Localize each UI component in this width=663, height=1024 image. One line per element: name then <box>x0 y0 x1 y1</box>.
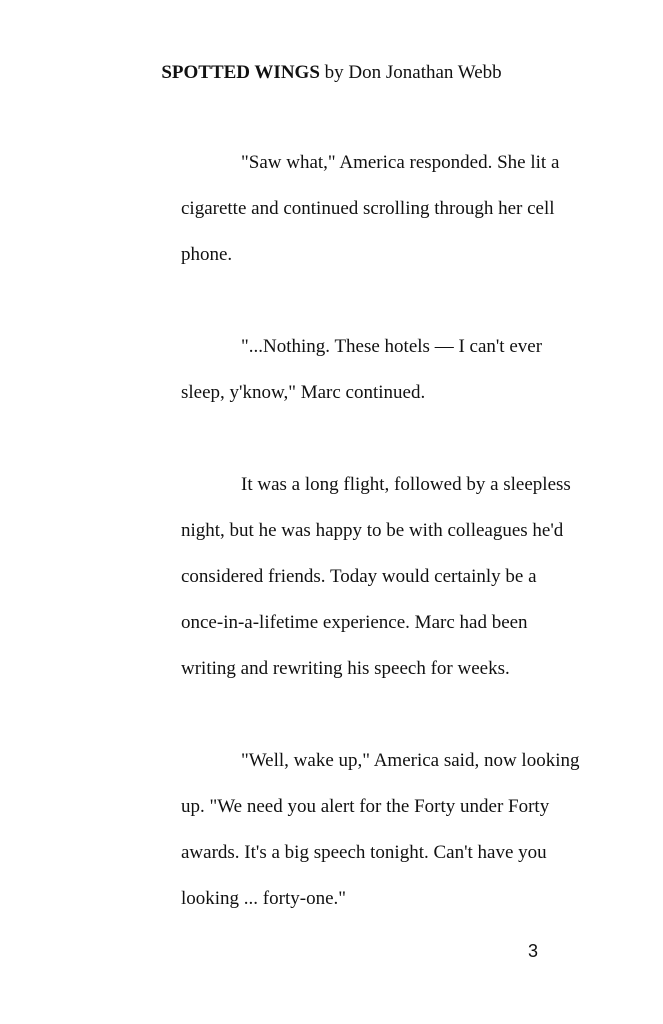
story-title: SPOTTED WINGS <box>161 62 320 83</box>
text-line: sleep, y'know," Marc continued. <box>181 382 426 403</box>
paragraph <box>121 324 551 416</box>
text-line: considered friends. Today would certainly be a <box>181 566 537 587</box>
paragraph <box>121 140 560 278</box>
page-header <box>0 60 663 86</box>
text-line: writing and rewriting his speech for weeks. <box>181 658 510 679</box>
text-line: "...Nothing. These hotels — I can't ever <box>241 336 543 357</box>
text-line: "Saw what," America responded. She lit a <box>241 152 560 173</box>
text-line: cigarette and continued scrolling through her cell <box>181 198 555 219</box>
page-number: 3 <box>528 941 539 961</box>
text-line: phone. <box>181 244 233 265</box>
text-line: looking ... forty-one." <box>181 888 347 909</box>
text-line: up. "We need you alert for the Forty under Forty <box>181 796 550 817</box>
author-byline: by Don Jonathan Webb <box>319 62 502 83</box>
text-line: once-in-a-lifetime experience. Marc had been <box>181 612 528 633</box>
paragraph <box>121 738 580 922</box>
text-line: "Well, wake up," America said, now looking <box>241 750 580 771</box>
story-body <box>121 140 580 968</box>
text-line: It was a long flight, followed by a sleepless <box>241 474 571 495</box>
text-line: awards. It's a big speech tonight. Can't have you <box>181 842 547 863</box>
paragraph <box>121 462 571 692</box>
text-line: night, but he was happy to be with colleagues he'd <box>181 520 564 541</box>
